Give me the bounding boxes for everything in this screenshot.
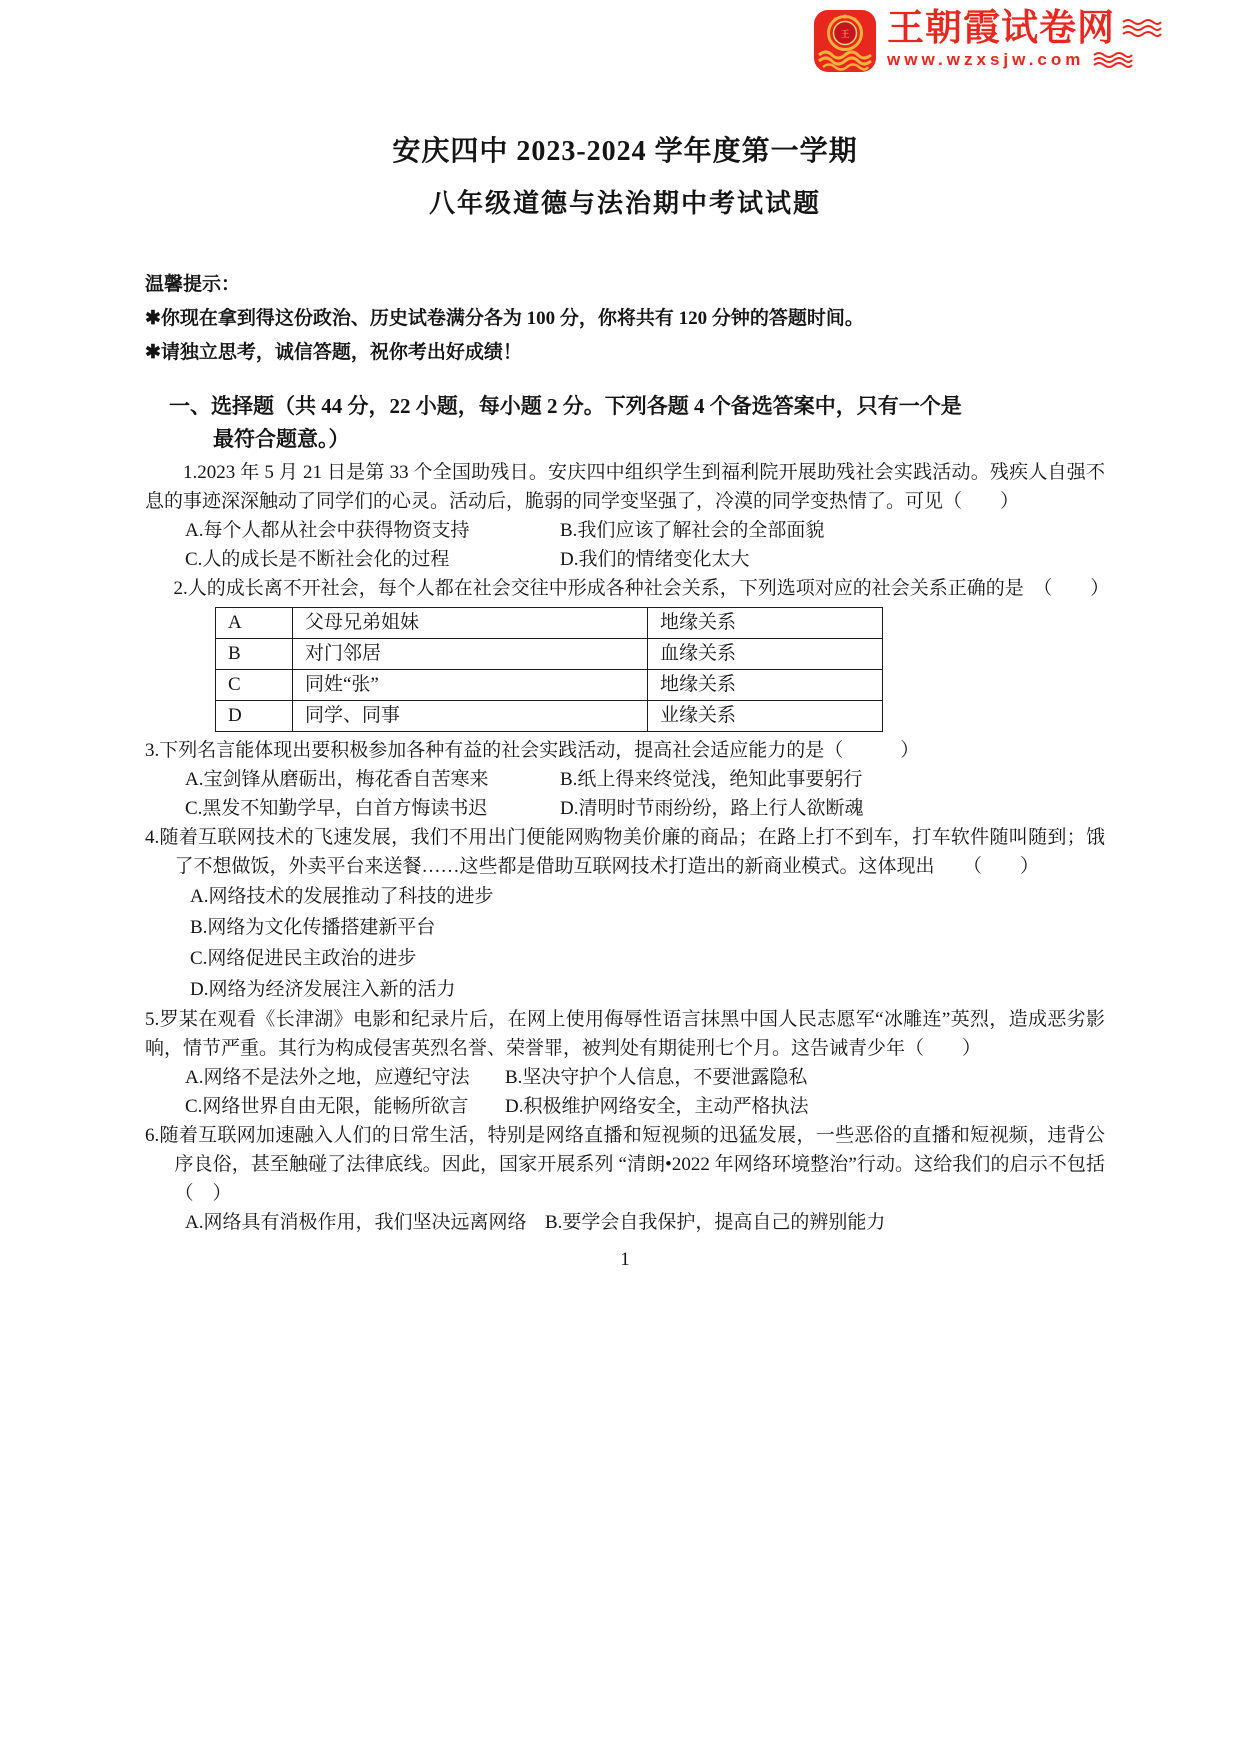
brand-url: www.wzxsjw.com bbox=[887, 50, 1085, 69]
table-cell: 血缘关系 bbox=[648, 639, 883, 670]
table-row bbox=[216, 639, 883, 670]
question-4-option-d: D.网络为经济发展注入新的活力 bbox=[190, 979, 456, 1000]
question-3-options bbox=[145, 765, 1105, 823]
brand-name: 王朝霞试卷网 bbox=[887, 7, 1115, 48]
section-heading-line2: 最符合题意。） bbox=[213, 427, 350, 451]
question-1-text: 1.2023 年 5 月 21 日是第 33 个全国助残日。安庆四中组织学生到福利院开展助残社会实践活动。残疾人自强不息的事迹深深触动了同学们的心灵。活动后，脆弱的同学变坚强了，冷漠的同学变热情了。可见（ ） bbox=[145, 462, 1105, 512]
question-4 bbox=[145, 823, 1105, 1005]
notice-heading: 温馨提示： bbox=[145, 274, 241, 295]
brand-logo bbox=[813, 8, 1163, 74]
section-heading-line1: 一、选择题（共 44 分，22 小题，每小题 2 分。下列各题 4 个备选答案中，只有一个是 bbox=[169, 394, 962, 418]
question-3-option-b: B.纸上得来终觉浅，绝知此事要躬行 bbox=[560, 769, 863, 790]
document-body bbox=[145, 126, 1110, 1271]
question-2-text: 2.人的成长离不开社会，每个人都在社会交往中形成各种社会关系，下列选项对应的社会关系正确的是 （ ） bbox=[173, 578, 1110, 599]
question-4-option-b: B.网络为文化传播搭建新平台 bbox=[190, 917, 436, 938]
table-cell: A bbox=[216, 608, 293, 639]
question-2 bbox=[145, 574, 1110, 732]
table-cell: 同姓“张” bbox=[293, 670, 648, 701]
wzx-app-icon bbox=[813, 8, 877, 74]
question-6-options bbox=[145, 1208, 1105, 1237]
section-heading bbox=[145, 390, 1105, 456]
question-6-option-a: A.网络具有消极作用，我们坚决远离网络 bbox=[185, 1212, 527, 1233]
question-4-options bbox=[145, 881, 1105, 1005]
question-5-text: 5.罗某在观看《长津湖》电影和纪录片后，在网上使用侮辱性语言抹黑中国人民志愿军“冰雕连”英烈，造成恶劣影响，情节严重。其行为构成侵害英烈名誉、荣誉罪，被判处有期徒刑七个月。这告诫青少年（ ） bbox=[145, 1009, 1105, 1059]
question-5-option-c: C.网络世界自由无限，能畅所欲言 bbox=[185, 1096, 469, 1117]
question-6 bbox=[145, 1121, 1105, 1237]
questions-list bbox=[145, 458, 1110, 1237]
svg-text:王: 王 bbox=[840, 29, 850, 39]
table-row bbox=[216, 608, 883, 639]
table-row bbox=[216, 670, 883, 701]
question-4-option-c: C.网络促进民主政治的进步 bbox=[190, 948, 417, 969]
table-cell: 地缘关系 bbox=[648, 670, 883, 701]
table-cell: 业缘关系 bbox=[648, 701, 883, 732]
question-3-option-a: A.宝剑锋从磨砺出，梅花香自苦寒来 bbox=[185, 769, 489, 790]
question-4-text: 4.随着互联网技术的飞速发展，我们不用出门便能网购物美价廉的商品；在路上打不到车，打车软件随叫随到；饿了不想做饭，外卖平台来送餐……这些都是借助互联网技术打造出的新商业模式。这体现出 （ ） bbox=[145, 827, 1105, 877]
notice-item-1: ✱你现在拿到得这份政治、历史试卷满分各为 100 分，你将共有 120 分钟的答题时间。 bbox=[145, 308, 864, 329]
question-5 bbox=[145, 1005, 1105, 1121]
table-cell: 地缘关系 bbox=[648, 608, 883, 639]
table-cell: 对门邻居 bbox=[293, 639, 648, 670]
question-3-option-d: D.清明时节雨纷纷，路上行人欲断魂 bbox=[560, 798, 864, 819]
table-row bbox=[216, 701, 883, 732]
question-3-option-c: C.黑发不知勤学早，白首方悔读书迟 bbox=[185, 798, 488, 819]
question-5-option-d: D.积极维护网络安全，主动严格执法 bbox=[505, 1096, 809, 1117]
question-1-option-d: D.我们的情绪变化太大 bbox=[560, 549, 750, 570]
question-6-text: 6.随着互联网加速融入人们的日常生活，特别是网络直播和短视频的迅猛发展，一些恶俗的直播和短视频，违背公序良俗，甚至触碰了法律底线。因此，国家开展系列 “清朗•2022 年网络环境整治”行动。这给我们的启示不包括（ ） bbox=[145, 1125, 1105, 1204]
exam-title-line1: 安庆四中 2023-2024 学年度第一学期 bbox=[392, 136, 858, 167]
question-1-option-a: A.每个人都从社会中获得物资支持 bbox=[185, 520, 470, 541]
question-1-option-b: B.我们应该了解社会的全部面貌 bbox=[560, 520, 825, 541]
table-cell: 父母兄弟姐妹 bbox=[293, 608, 648, 639]
exam-title-line2: 八年级道德与法治期中考试试题 bbox=[428, 189, 821, 218]
question-6-option-b: B.要学会自我保护，提高自己的辨别能力 bbox=[545, 1212, 886, 1233]
question-5-options bbox=[145, 1063, 1105, 1121]
wave-decoration-icon bbox=[1121, 17, 1163, 39]
wave-decoration-icon bbox=[1092, 51, 1134, 69]
table-cell: 同学、同事 bbox=[293, 701, 648, 732]
question-2-table bbox=[215, 607, 883, 732]
question-3-text: 3.下列名言能体现出要积极参加各种有益的社会实践活动，提高社会适应能力的是（ ） bbox=[145, 740, 920, 761]
question-1-options bbox=[145, 516, 1105, 574]
notice-item-2: ✱请独立思考，诚信答题，祝你考出好成绩！ bbox=[145, 342, 522, 363]
table-cell: B bbox=[216, 639, 293, 670]
question-5-option-b: B.坚决守护个人信息，不要泄露隐私 bbox=[505, 1067, 808, 1088]
question-4-option-a: A.网络技术的发展推动了科技的进步 bbox=[190, 886, 494, 907]
question-5-option-a: A.网络不是法外之地，应遵纪守法 bbox=[185, 1067, 470, 1088]
page-number: 1 bbox=[620, 1249, 630, 1270]
question-3 bbox=[145, 736, 1105, 823]
notice-block bbox=[145, 268, 1105, 370]
table-cell: D bbox=[216, 701, 293, 732]
question-1-option-c: C.人的成长是不断社会化的过程 bbox=[185, 549, 450, 570]
table-cell: C bbox=[216, 670, 293, 701]
exam-title bbox=[145, 126, 1105, 230]
question-1 bbox=[145, 458, 1105, 574]
